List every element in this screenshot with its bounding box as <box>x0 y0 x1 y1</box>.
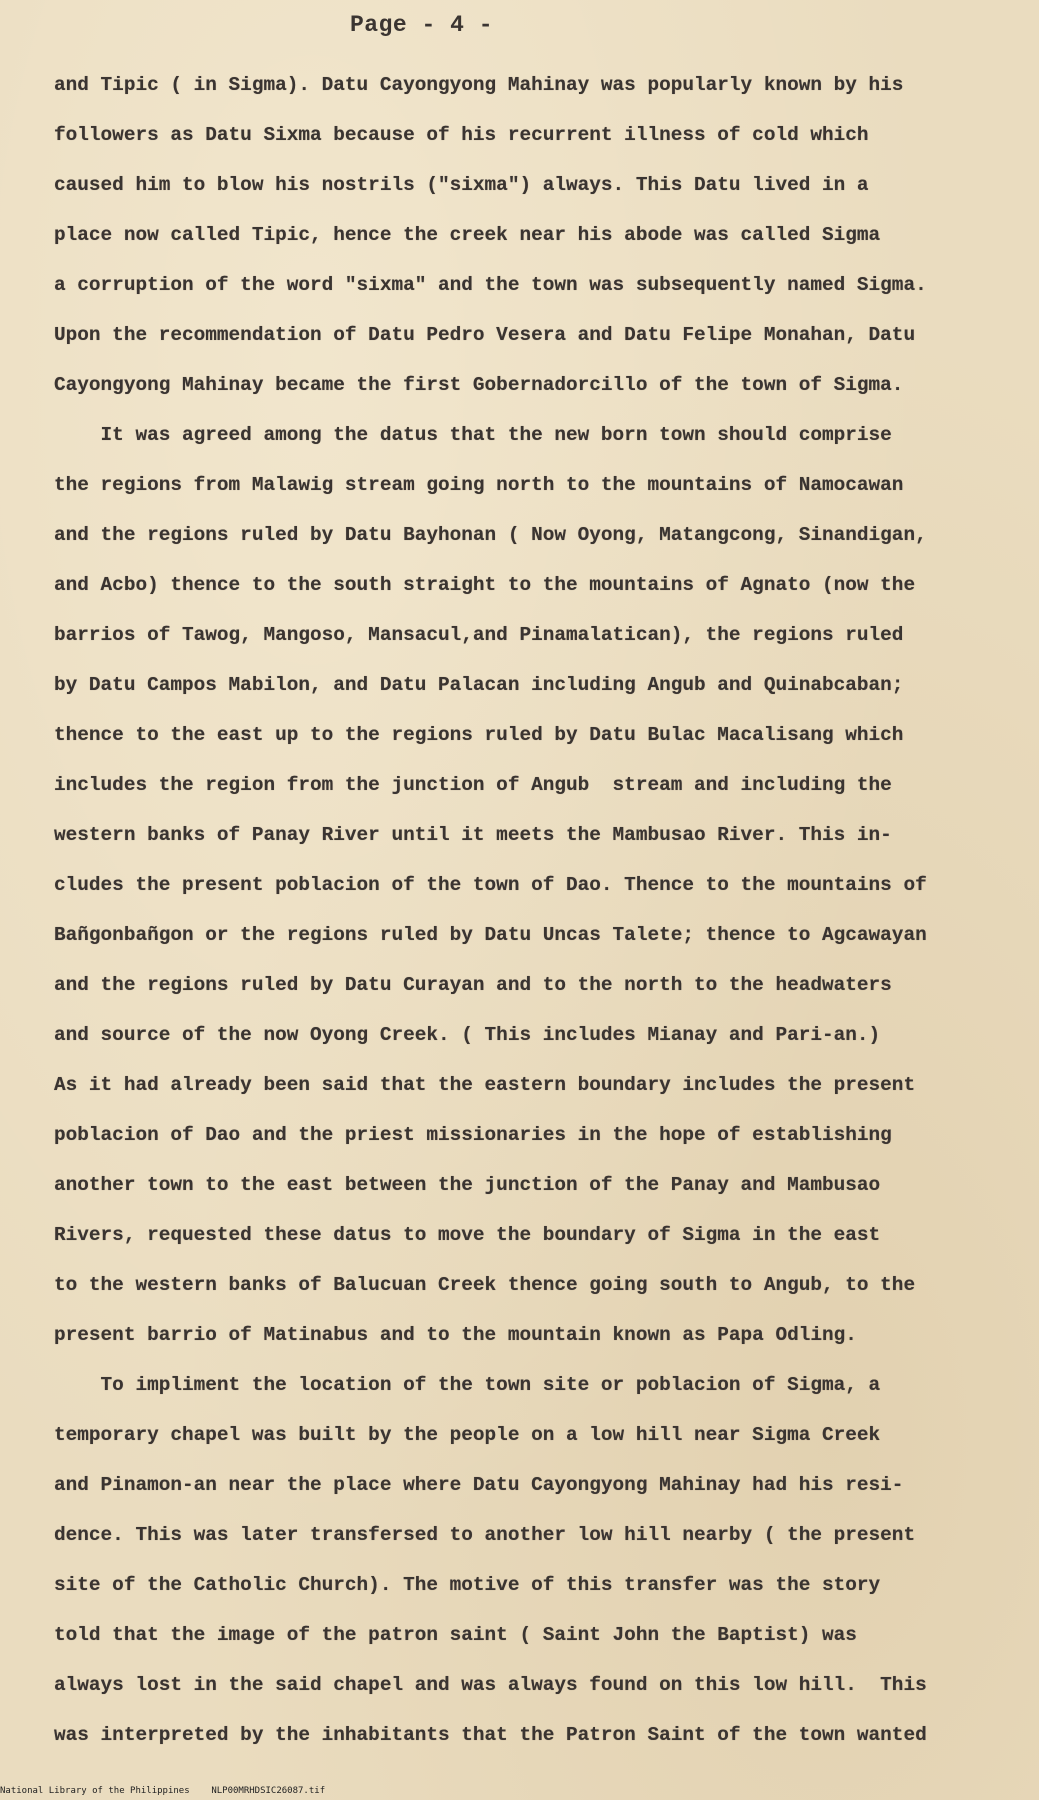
text-line: cludes the present poblacion of the town of Dao. Thence to the mountains of <box>54 874 927 896</box>
text-line: followers as Datu Sixma because of his recurrent illness of cold which <box>54 124 869 146</box>
text-line: by Datu Campos Mabilon, and Datu Palacan including Angub and Quinabcaban; <box>54 674 904 696</box>
text-line: Upon the recommendation of Datu Pedro Vesera and Datu Felipe Monahan, Datu <box>54 324 916 346</box>
text-line: was interpreted by the inhabitants that the Patron Saint of the town wanted <box>54 1724 927 1746</box>
text-line: dence. This was later transfersed to another low hill nearby ( the present <box>54 1524 916 1546</box>
text-line: and source of the now Oyong Creek. ( This includes Mianay and Pari-an.) <box>54 1024 881 1046</box>
text-line: and Acbo) thence to the south straight to the mountains of Agnato (now the <box>54 574 916 596</box>
text-line: place now called Tipic, hence the creek near his abode was called Sigma <box>54 224 881 246</box>
text-line: As it had already been said that the eastern boundary includes the present <box>54 1074 916 1096</box>
text-line: Bañgonbañgon or the regions ruled by Datu Uncas Talete; thence to Agcawayan <box>54 924 927 946</box>
text-line: caused him to blow his nostrils ("sixma") always. This Datu lived in a <box>54 174 869 196</box>
text-line: site of the Catholic Church). The motive of this transfer was the story <box>54 1574 881 1596</box>
text-line: To impliment the location of the town site or poblacion of Sigma, a <box>54 1374 881 1396</box>
text-line: thence to the east up to the regions ruled by Datu Bulac Macalisang which <box>54 724 904 746</box>
text-line: western banks of Panay River until it meets the Mambusao River. This in- <box>54 824 892 846</box>
text-line: It was agreed among the datus that the new born town should comprise <box>54 424 892 446</box>
page-header: Page - 4 - <box>350 12 494 38</box>
text-line: and the regions ruled by Datu Bayhonan ( Now Oyong, Matangcong, Sinandigan, <box>54 524 927 546</box>
text-line: Rivers, requested these datus to move the boundary of Sigma in the east <box>54 1224 881 1246</box>
text-line: and the regions ruled by Datu Curayan and to the north to the headwaters <box>54 974 892 996</box>
text-line: the regions from Malawig stream going north to the mountains of Namocawan <box>54 474 904 496</box>
text-line: always lost in the said chapel and was always found on this low hill. This <box>54 1674 927 1696</box>
text-line: includes the region from the junction of Angub stream and including the <box>54 774 892 796</box>
text-line: barrios of Tawog, Mangoso, Mansacul,and Pinamalatican), the regions ruled <box>54 624 904 646</box>
text-line: and Pinamon-an near the place where Datu Cayongyong Mahinay had his resi- <box>54 1474 904 1496</box>
body-text <box>54 60 1014 1760</box>
text-line: to the western banks of Balucuan Creek thence going south to Angub, to the <box>54 1274 916 1296</box>
text-line: temporary chapel was built by the people on a low hill near Sigma Creek <box>54 1424 881 1446</box>
text-line: poblacion of Dao and the priest missionaries in the hope of establishing <box>54 1124 892 1146</box>
text-line: Cayongyong Mahinay became the first Gobernadorcillo of the town of Sigma. <box>54 374 904 396</box>
text-line: and Tipic ( in Sigma). Datu Cayongyong Mahinay was popularly known by his <box>54 74 904 96</box>
text-line: another town to the east between the junction of the Panay and Mambusao <box>54 1174 881 1196</box>
text-line: present barrio of Matinabus and to the mountain known as Papa Odling. <box>54 1324 857 1346</box>
text-line: told that the image of the patron saint ( Saint John the Baptist) was <box>54 1624 857 1646</box>
archive-footer: National Library of the Philippines NLP00MRHDSIC26087.tif <box>0 1786 326 1796</box>
text-line: a corruption of the word "sixma" and the town was subsequently named Sigma. <box>54 274 927 296</box>
